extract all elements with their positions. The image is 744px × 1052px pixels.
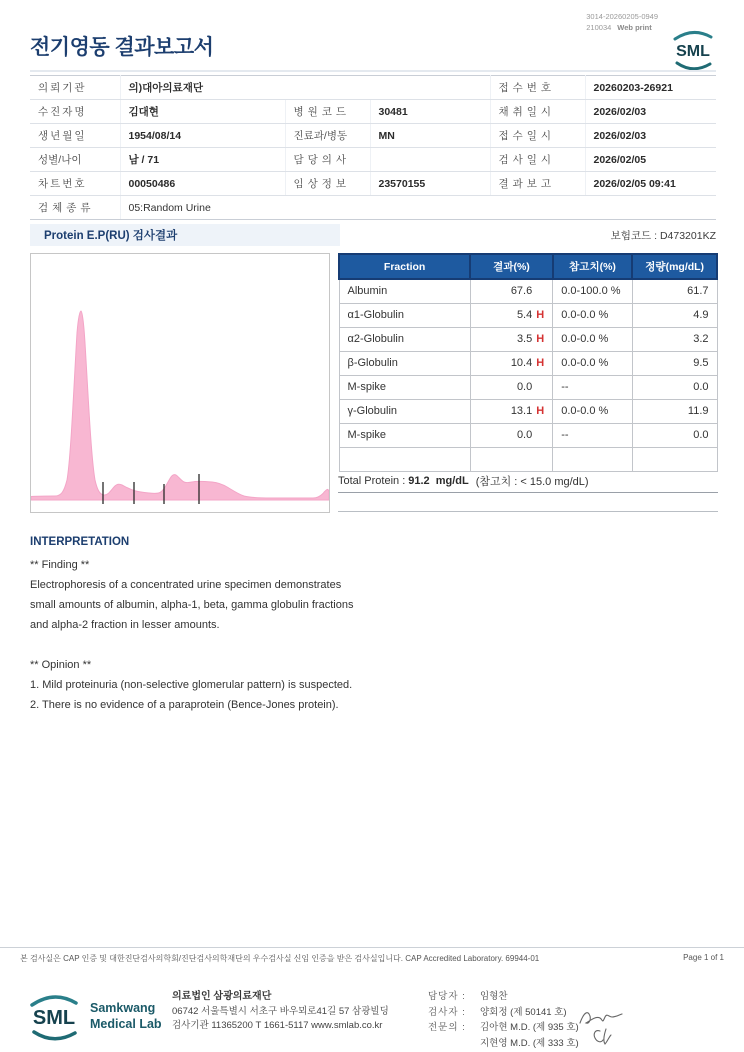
- blank-line: [30, 635, 630, 655]
- logo-top-arc: [32, 997, 76, 1005]
- interpretation-section: [30, 536, 630, 715]
- fraction-cell: Albumin: [339, 279, 470, 303]
- staff-row-specialist-1: [428, 1020, 579, 1036]
- result-flag: H: [536, 405, 545, 417]
- opinion-title: ** Opinion **: [30, 659, 92, 671]
- fraction-cell: M-spike: [339, 375, 470, 399]
- footer-logo: [26, 992, 162, 1042]
- specimen-label: 검체종류: [30, 196, 120, 220]
- report-date-label: 결과보고: [490, 172, 585, 196]
- opinion-line-1: 1. Mild proteinuria (non-selective glomerular pattern) is suspected.: [30, 679, 353, 691]
- result-row-mspike2: [339, 423, 717, 447]
- result-value: 3.5: [516, 333, 533, 345]
- reference-cell: [553, 447, 633, 471]
- staff-info: [428, 989, 579, 1052]
- result-cell: [470, 279, 553, 303]
- chart-no-label: 차트번호: [30, 172, 120, 196]
- logo-bottom-arc: [34, 1032, 75, 1039]
- fraction-cell: β-Globulin: [339, 351, 470, 375]
- total-protein-label: Total Protein :: [338, 475, 406, 487]
- result-cell: [470, 423, 553, 447]
- staff-label: [428, 1036, 472, 1052]
- info-row-5: [30, 172, 716, 196]
- hospital-code-label: 병원코드: [285, 100, 370, 124]
- insurance-code: 보험코드 : D473201KZ: [610, 229, 716, 242]
- staff-value: 지현영 M.D. (제 333 호): [480, 1038, 579, 1050]
- page-title: 전기영동 결과보고서: [30, 36, 214, 59]
- staff-row-specialist-2: [428, 1036, 579, 1052]
- total-protein-value: 91.2: [408, 475, 430, 487]
- result-value: 67.6: [510, 285, 533, 298]
- logo-bottom-arc: [677, 63, 710, 69]
- finding-line-1: Electrophoresis of a concentrated urine specimen demonstrates: [30, 579, 342, 591]
- total-protein-reference: (참고치 : < 15.0 mg/dL): [475, 476, 589, 488]
- reference-cell: 0.0-0.0 %: [553, 351, 633, 375]
- electrophoresis-curve: [31, 254, 329, 512]
- quantity-cell: [632, 447, 717, 471]
- info-row-2: [30, 100, 716, 124]
- result-row-alpha1: [339, 303, 717, 327]
- doc-print-no: 210034: [586, 22, 612, 32]
- quantity-cell: 0.0: [632, 375, 717, 399]
- chart-no-value: 00050486: [120, 172, 285, 196]
- section-title: Protein E.P(RU) 검사결과: [30, 224, 340, 246]
- org-contact: 검사기관 11365200 T 1661-5117 www.smlab.co.kr: [172, 1020, 383, 1032]
- doc-meta: [586, 12, 658, 33]
- result-cell: [470, 399, 553, 423]
- requester-value: 의)대아의료재단: [120, 76, 490, 100]
- opinion-line-2: 2. There is no evidence of a paraprotein (Bence-Jones protein).: [30, 699, 339, 711]
- organization-info: [172, 989, 389, 1034]
- logo-name-line1: Samkwang: [90, 1001, 156, 1016]
- signature-specialist-2: [590, 1026, 620, 1048]
- receipt-no-value: 20260203-26921: [585, 76, 716, 100]
- birth-value: 1954/08/14: [120, 124, 285, 148]
- result-flag: H: [536, 309, 545, 321]
- sex-age-label: 성별/나이: [30, 148, 120, 172]
- clinical-value: 23570155: [370, 172, 490, 196]
- staff-label: 전문의 :: [428, 1022, 466, 1034]
- org-name: 의료법인 삼광의료재단: [172, 991, 272, 1002]
- fraction-cell: α1-Globulin: [339, 303, 470, 327]
- reference-cell: --: [553, 423, 633, 447]
- birth-label: 생년월일: [30, 124, 120, 148]
- doc-serial: 3014-20260205-0949: [586, 12, 658, 21]
- quantity-cell: 4.9: [632, 303, 717, 327]
- receipt-no-label: 접수번호: [490, 76, 585, 100]
- org-address: 06742 서울특별시 서초구 바우뫼로41길 57 삼광빌딩: [172, 1005, 389, 1017]
- dept-label: 진료과/병동: [285, 124, 370, 148]
- sex-age-value: 남 / 71: [120, 148, 285, 172]
- staff-label: 담당자 :: [428, 991, 466, 1002]
- quantity-cell: 61.7: [632, 279, 717, 303]
- staff-label: 검사자 :: [428, 1006, 466, 1018]
- footer-logo-name: [90, 1001, 162, 1032]
- finding-line-3: and alpha-2 fraction in lesser amounts.: [30, 619, 220, 631]
- result-value: 0.0: [516, 381, 533, 393]
- collect-date-value: 2026/02/03: [585, 100, 716, 124]
- hospital-code-value: 30481: [370, 100, 490, 124]
- results-table: [338, 253, 718, 472]
- logo-name-line2: Medical Lab: [90, 1017, 162, 1031]
- result-row-gamma: [339, 399, 717, 423]
- reference-cell: 0.0-0.0 %: [553, 327, 633, 351]
- result-cell: [470, 351, 553, 375]
- finding-title: ** Finding **: [30, 559, 90, 571]
- info-row-3: [30, 124, 716, 148]
- staff-value: 김아현 M.D. (제 935 호): [480, 1022, 579, 1034]
- densitometry-curve-area: [31, 311, 329, 500]
- doc-print-type: Web print: [617, 22, 652, 32]
- result-cell: [470, 327, 553, 351]
- result-value: 13.1: [510, 405, 533, 417]
- page-indicator: Page 1 of 1: [683, 953, 724, 962]
- col-result: 결과(%): [470, 254, 553, 279]
- result-value: 0.0: [516, 429, 533, 441]
- patient-info-table: [30, 75, 716, 220]
- patient-name-value: 김대현: [120, 100, 285, 124]
- logo-top-arc: [675, 32, 711, 39]
- interpretation-heading: INTERPRETATION: [30, 536, 130, 548]
- fraction-cell: γ-Globulin: [339, 399, 470, 423]
- result-row-mspike1: [339, 375, 717, 399]
- patient-name-label: 수진자명: [30, 100, 120, 124]
- footer-divider: [0, 947, 744, 948]
- cap-accreditation-text: 본 검사실은 CAP 인증 및 대한진단검사의학회/진단검사의학재단의 우수검사실 신임 인증을 받은 검사실입니다. CAP Accredited Laboratory. 69944-01: [20, 954, 540, 963]
- result-cell: [470, 447, 553, 471]
- reference-cell: 0.0-0.0 %: [553, 303, 633, 327]
- collect-date-label: 채취일시: [490, 100, 585, 124]
- result-cell: [470, 303, 553, 327]
- section-header: [30, 224, 716, 246]
- doc-print-info: [586, 23, 658, 34]
- report-date-value: 2026/02/05 09:41: [585, 172, 716, 196]
- col-fraction: Fraction: [339, 254, 470, 279]
- result-value: 10.4: [510, 357, 533, 369]
- sml-logo: [670, 28, 716, 72]
- test-date-label: 검사일시: [490, 148, 585, 172]
- fraction-cell: M-spike: [339, 423, 470, 447]
- clinical-label: 임상정보: [285, 172, 370, 196]
- info-row-6: [30, 196, 716, 220]
- quantity-cell: 9.5: [632, 351, 717, 375]
- col-quantity: 정량(mg/dL): [632, 254, 717, 279]
- results-header-row: [339, 254, 717, 279]
- staff-row-examiner: [428, 1005, 579, 1021]
- doctor-value: [370, 148, 490, 172]
- info-row-1: [30, 76, 716, 100]
- staff-row-manager: [428, 989, 579, 1005]
- result-flag: H: [536, 357, 545, 369]
- receipt-date-label: 접수일시: [490, 124, 585, 148]
- col-reference: 참고치(%): [553, 254, 633, 279]
- result-row-beta: [339, 351, 717, 375]
- specimen-value: 05:Random Urine: [120, 196, 716, 220]
- quantity-cell: 11.9: [632, 399, 717, 423]
- reference-cell: 0.0-0.0 %: [553, 399, 633, 423]
- footer-accreditation-row: [20, 953, 724, 964]
- total-protein-line: [338, 470, 718, 493]
- results-bottom-divider: [338, 511, 718, 512]
- fraction-cell: α2-Globulin: [339, 327, 470, 351]
- result-flag: H: [536, 333, 545, 345]
- result-row-alpha2: [339, 327, 717, 351]
- quantity-cell: 0.0: [632, 423, 717, 447]
- staff-value: 양회정 (제 50141 호): [480, 1006, 567, 1018]
- result-row-empty: [339, 447, 717, 471]
- receipt-date-value: 2026/02/03: [585, 124, 716, 148]
- logo-abbr: SML: [32, 1007, 76, 1029]
- header-divider: [30, 70, 716, 72]
- test-date-value: 2026/02/05: [585, 148, 716, 172]
- finding-line-2: small amounts of albumin, alpha-1, beta, gamma globulin fractions: [30, 599, 354, 611]
- staff-value: 임형찬: [480, 991, 508, 1002]
- signature-specialist-1: [578, 1008, 624, 1028]
- electrophoresis-chart-box: [30, 253, 330, 513]
- fraction-cell: [339, 447, 470, 471]
- dept-value: MN: [370, 124, 490, 148]
- result-row-albumin: [339, 279, 717, 303]
- doctor-label: 담당의사: [285, 148, 370, 172]
- reference-cell: --: [553, 375, 633, 399]
- total-protein-unit: mg/dL: [435, 475, 469, 487]
- result-cell: [470, 375, 553, 399]
- info-row-4: [30, 148, 716, 172]
- requester-label: 의뢰기관: [30, 76, 120, 100]
- reference-cell: 0.0-100.0 %: [553, 279, 633, 303]
- sml-footer-logo-mark: [26, 992, 82, 1042]
- logo-abbr: SML: [676, 43, 710, 60]
- quantity-cell: 3.2: [632, 327, 717, 351]
- result-value: 5.4: [516, 309, 533, 321]
